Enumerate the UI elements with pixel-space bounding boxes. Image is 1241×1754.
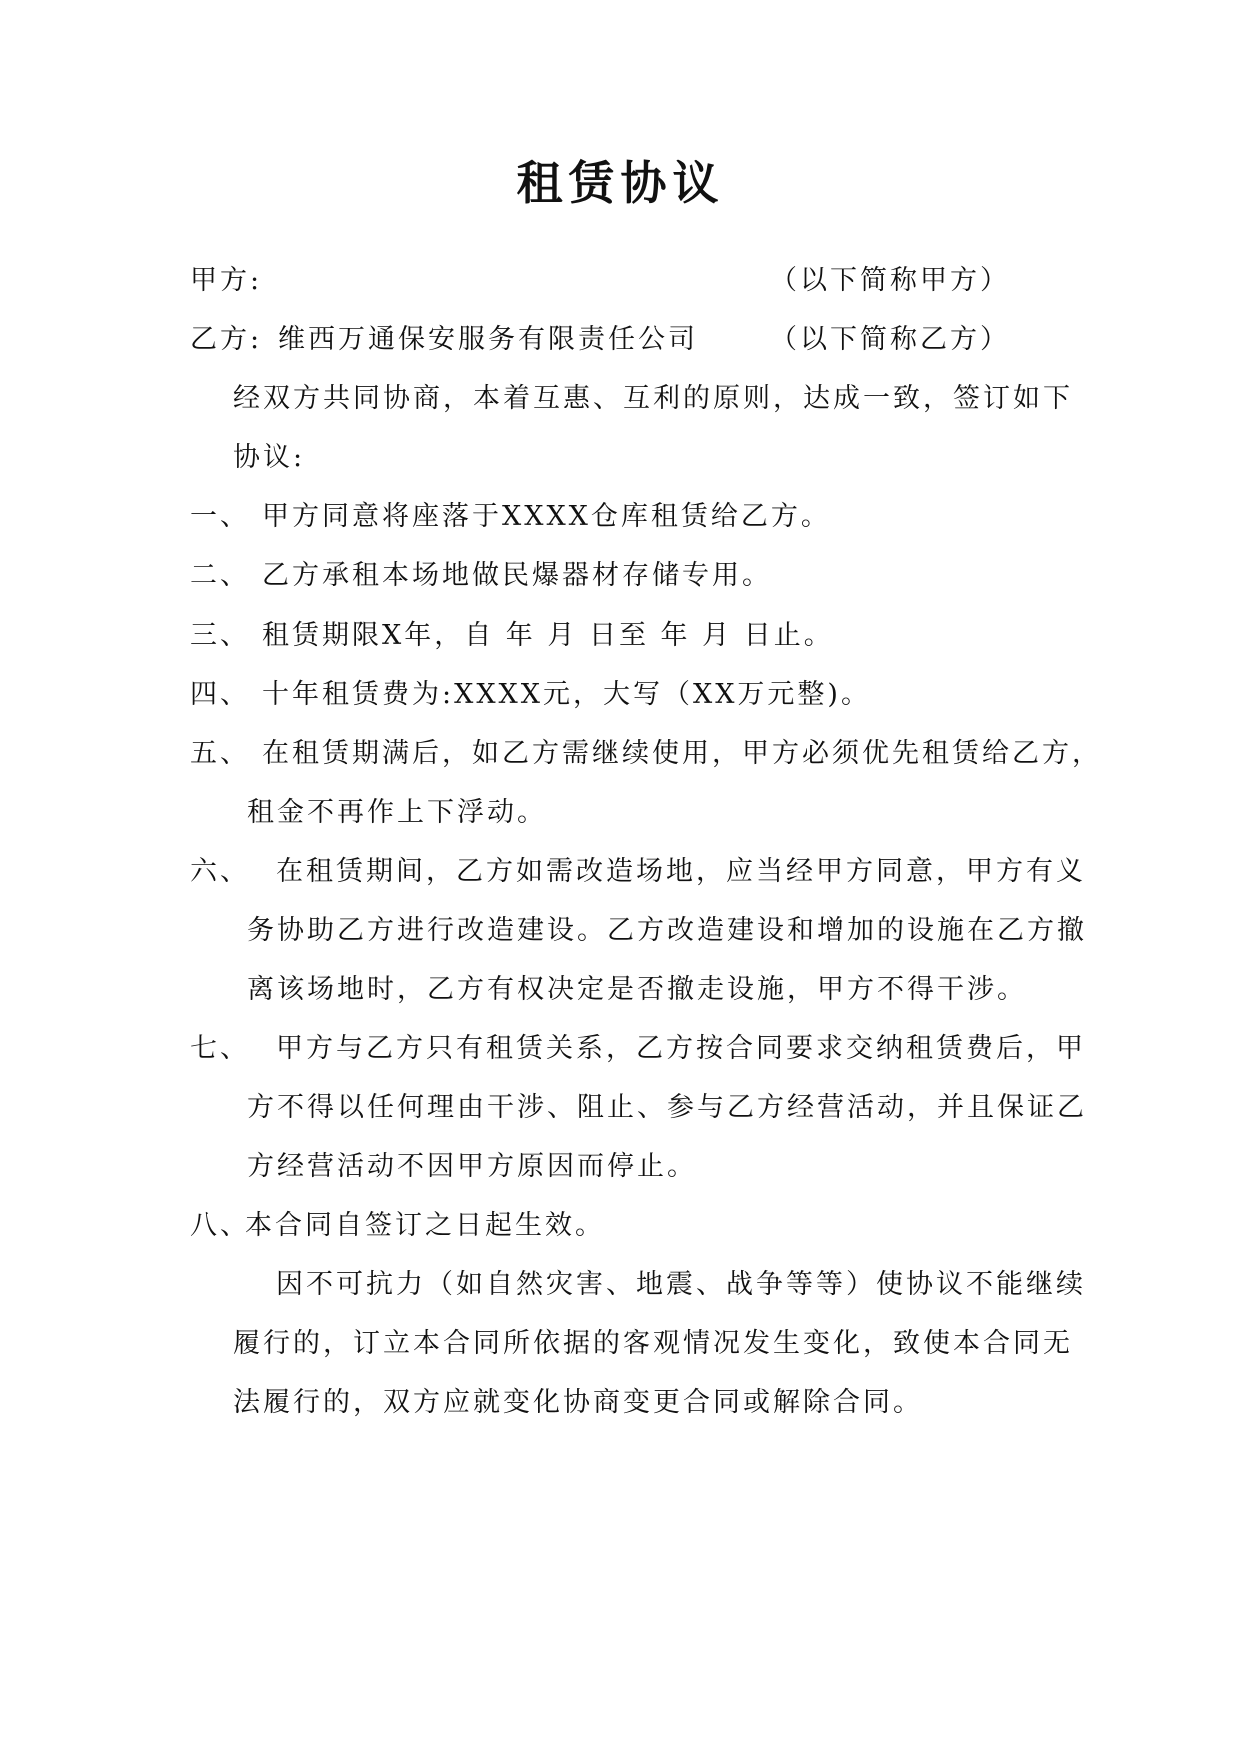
clause-text: 在租赁期满后，如乙方需继续使用，甲方必须优先租赁给乙方， — [262, 738, 1102, 769]
clause-text: 甲方同意将座落于XXXX仓库租赁给乙方。 — [262, 501, 831, 532]
preamble-line: 协议: — [233, 442, 306, 473]
clause-text: 租金不再作上下浮动。 — [247, 797, 547, 828]
clause-text: 方经营活动不因甲方原因而停止。 — [247, 1151, 697, 1182]
force-majeure-line: 法履行的，双方应就变化协商变更合同或解除合同。 — [233, 1387, 923, 1418]
clause-text: 十年租赁费为:XXXX元，大写（XX万元整)。 — [262, 679, 871, 710]
clause-number: 七、 — [190, 1033, 250, 1064]
clause-number: 六、 — [190, 856, 250, 887]
party-a-label: 甲方: — [190, 265, 263, 296]
party-b-alias: （以下简称乙方） — [770, 324, 1010, 355]
clause-number: 二、 — [190, 560, 250, 591]
force-majeure-line: 履行的，订立本合同所依据的客观情况发生变化，致使本合同无 — [233, 1328, 1073, 1359]
clause-text: 方不得以任何理由干涉、阻止、参与乙方经营活动，并且保证乙 — [247, 1092, 1087, 1123]
party-b-label: 乙方: — [190, 324, 263, 355]
clause-text: 乙方承租本场地做民爆器材存储专用。 — [262, 560, 772, 591]
party-b-value: 维西万通保安服务有限责任公司 — [278, 324, 698, 355]
clause-text: 在租赁期间，乙方如需改造场地，应当经甲方同意，甲方有义 — [276, 856, 1086, 887]
clause-text: 甲方与乙方只有租赁关系，乙方按合同要求交纳租赁费后，甲 — [276, 1033, 1086, 1064]
party-a-alias: （以下简称甲方） — [770, 265, 1010, 296]
document-title: 租赁协议 — [516, 156, 725, 210]
clause-number: 八、 — [190, 1210, 250, 1241]
clause-number: 一、 — [190, 501, 250, 532]
clause-text: 租赁期限X年，自 年 月 日至 年 月 日止。 — [262, 620, 834, 651]
clause-text: 离该场地时，乙方有权决定是否撤走设施，甲方不得干涉。 — [247, 974, 1027, 1005]
clause-text: 务协助乙方进行改造建设。乙方改造建设和增加的设施在乙方撤 — [247, 915, 1087, 946]
clause-number: 三、 — [190, 620, 250, 651]
force-majeure-line: 因不可抗力（如自然灾害、地震、战争等等）使协议不能继续 — [276, 1269, 1086, 1300]
preamble-line: 经双方共同协商，本着互惠、互利的原则，达成一致，签订如下 — [233, 383, 1073, 414]
clause-text: 本合同自签订之日起生效。 — [245, 1210, 605, 1241]
clause-number: 五、 — [190, 738, 250, 769]
clause-number: 四、 — [190, 679, 250, 710]
